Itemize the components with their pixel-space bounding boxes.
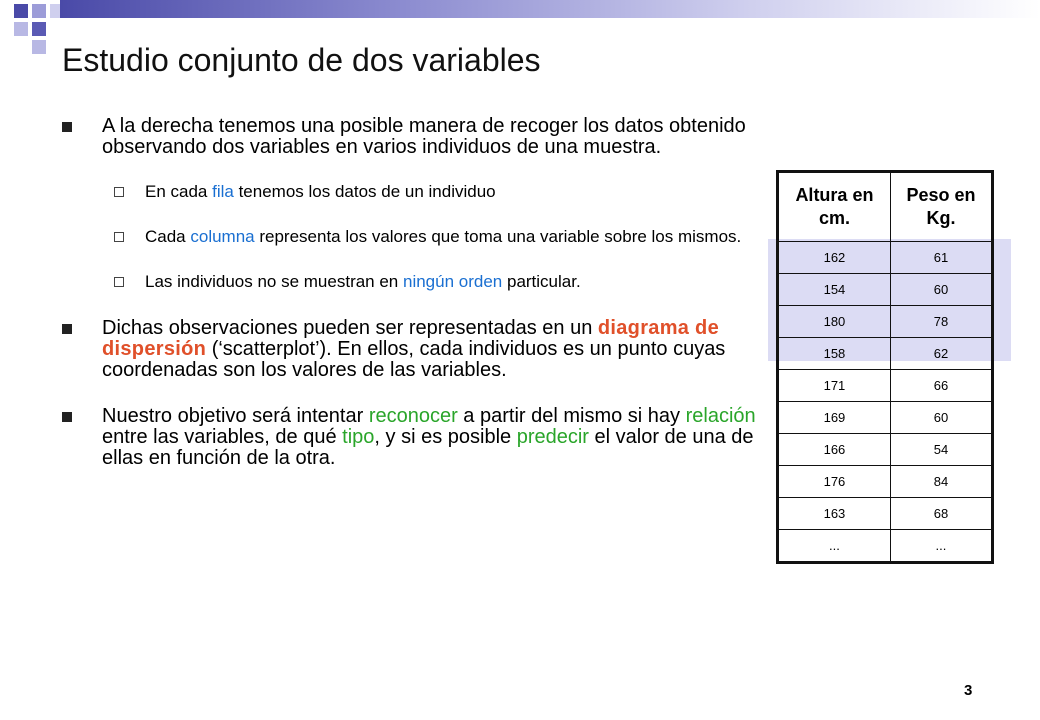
table-row xyxy=(778,530,993,563)
sub-bullet-item xyxy=(62,228,762,246)
sub-bullet-text: Cada xyxy=(145,227,191,246)
data-table-container xyxy=(776,170,996,564)
deco-square xyxy=(32,40,46,54)
bullet-text: Nuestro objetivo será intentar xyxy=(102,405,369,427)
table-cell: 154 xyxy=(778,274,891,306)
table-cell: ... xyxy=(778,530,891,563)
keyword-highlight: reconocer xyxy=(368,405,458,427)
table-cell: 68 xyxy=(890,498,992,530)
bullet-item xyxy=(62,116,762,158)
bullet-text: A la derecha tenemos una posible manera de recoger los datos obtenido observando dos variables en varios individuos de una muestra. xyxy=(102,115,746,158)
table-cell: 166 xyxy=(778,434,891,466)
hollow-square-icon xyxy=(114,232,124,242)
table-cell: 62 xyxy=(890,338,992,370)
keyword-highlight: ningún orden xyxy=(403,272,503,291)
keyword-highlight: tipo xyxy=(342,426,375,448)
table-cell: 158 xyxy=(778,338,891,370)
bullet-item xyxy=(62,318,762,381)
table-row xyxy=(778,306,993,338)
table-cell: 60 xyxy=(890,274,992,306)
bullet-text: , y si es posible xyxy=(374,426,517,448)
table-row xyxy=(778,402,993,434)
table-row xyxy=(778,338,993,370)
table-row xyxy=(778,242,993,274)
bullet-text: entre las variables, de qué xyxy=(102,426,343,448)
table-cell: 176 xyxy=(778,466,891,498)
bullet-text: (‘scatterplot’). En ellos, cada individuos es un punto cuyas coordenadas son los valores de las variables. xyxy=(102,338,726,381)
table-cell: ... xyxy=(890,530,992,563)
table-cell: 169 xyxy=(778,402,891,434)
deco-square xyxy=(32,22,46,36)
table-cell: 163 xyxy=(778,498,891,530)
keyword-highlight: fila xyxy=(212,182,234,201)
page-number: 3 xyxy=(964,682,973,699)
deco-square xyxy=(14,22,28,36)
sub-bullet-text: En cada xyxy=(145,182,213,201)
bullet-square-icon xyxy=(62,122,72,132)
sub-bullet-text: Las individuos no se muestran en xyxy=(145,272,403,291)
column-header-peso: Peso en Kg. xyxy=(890,172,992,242)
hollow-square-icon xyxy=(114,187,124,197)
sub-bullet-text: tenemos los datos de un individuo xyxy=(233,182,496,201)
table-cell: 171 xyxy=(778,370,891,402)
sub-bullet-text: particular. xyxy=(502,272,581,291)
keyword-highlight: predecir xyxy=(516,426,589,448)
bullet-text: Dichas observaciones pueden ser representadas en un xyxy=(102,317,598,339)
keyword-highlight: diagrama de dispersión xyxy=(102,317,719,360)
data-table xyxy=(776,170,994,564)
keyword-highlight: columna xyxy=(190,227,255,246)
table-row xyxy=(778,498,993,530)
table-header-row xyxy=(778,172,993,242)
deco-square xyxy=(32,4,46,18)
table-row xyxy=(778,466,993,498)
slide-title: Estudio conjunto de dos variables xyxy=(62,42,541,78)
slide-content xyxy=(62,116,762,494)
bullet-text: a partir del mismo si hay xyxy=(457,405,686,427)
sub-bullet-item xyxy=(62,183,762,201)
sub-bullet-text: representa los valores que toma una variable sobre los mismos. xyxy=(254,227,742,246)
bullet-square-icon xyxy=(62,324,72,334)
table-row xyxy=(778,434,993,466)
hollow-square-icon xyxy=(114,277,124,287)
bullet-text: el valor de una de ellas en función de la otra. xyxy=(102,426,754,469)
table-cell: 54 xyxy=(890,434,992,466)
table-cell: 60 xyxy=(890,402,992,434)
bullet-item xyxy=(62,406,762,469)
table-row xyxy=(778,274,993,306)
table-cell: 66 xyxy=(890,370,992,402)
deco-square xyxy=(14,4,28,18)
column-header-altura: Altura en cm. xyxy=(778,172,891,242)
table-cell: 84 xyxy=(890,466,992,498)
table-cell: 180 xyxy=(778,306,891,338)
header-gradient-bar xyxy=(60,0,1040,18)
table-row xyxy=(778,370,993,402)
keyword-highlight: relación xyxy=(685,405,756,427)
table-cell: 61 xyxy=(890,242,992,274)
table-cell: 78 xyxy=(890,306,992,338)
table-cell: 162 xyxy=(778,242,891,274)
sub-bullet-item xyxy=(62,273,762,291)
bullet-square-icon xyxy=(62,412,72,422)
